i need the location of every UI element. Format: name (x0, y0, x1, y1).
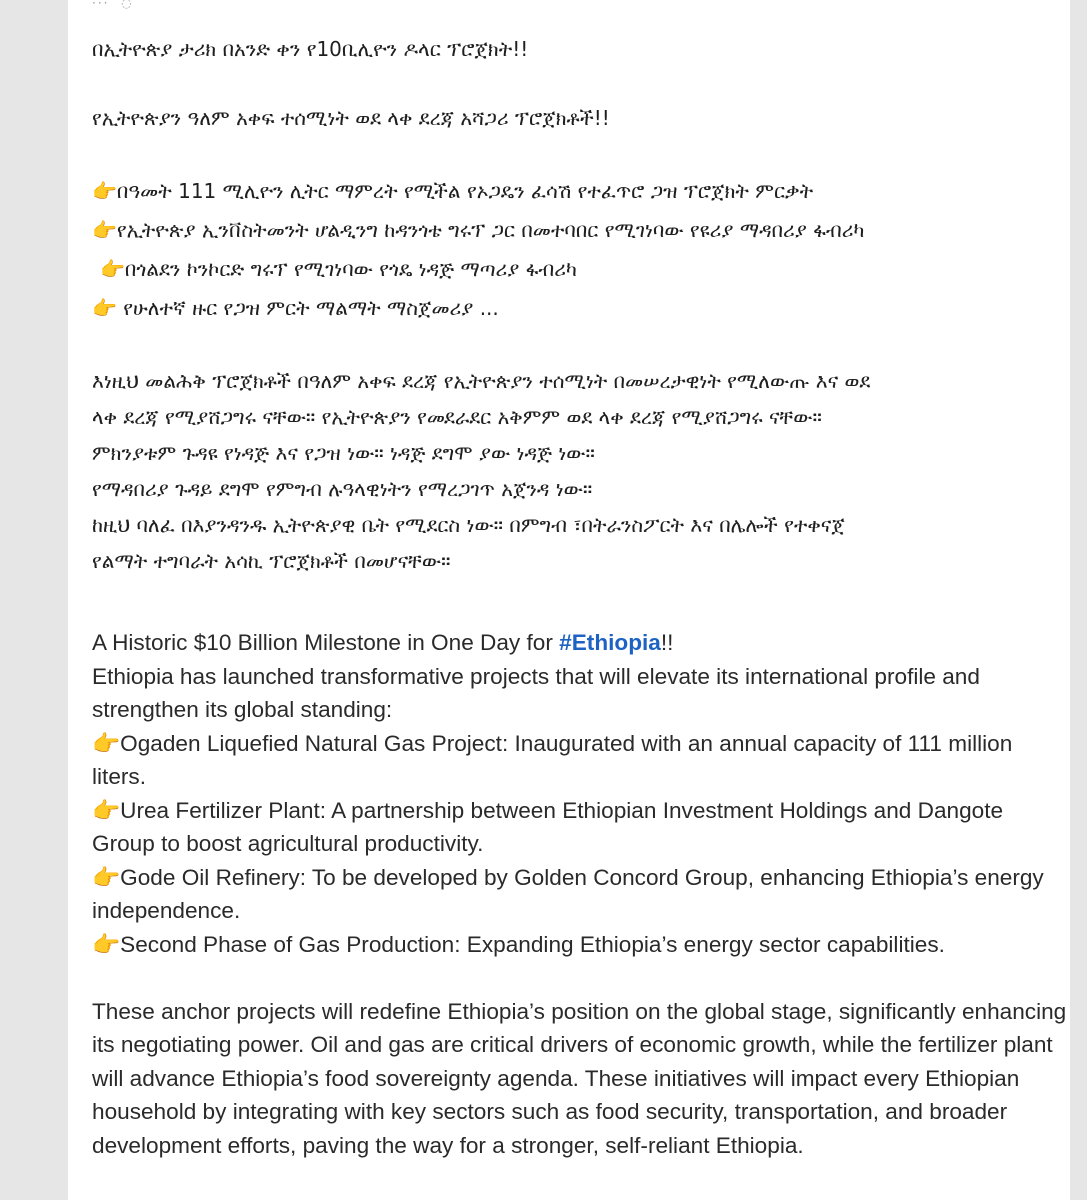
amharic-paragraph-line: የልማት ተግባራት አሳኪ ፕሮጀክቶች በመሆናቸው። (92, 549, 451, 573)
english-intro: Ethiopia has launched transformative projects that will elevate its international profile and strengthen its global standing: (92, 663, 980, 722)
amharic-bullet-text: በጎልደን ኮንኮርድ ግሩፕ የሚገነባው የጎዴ ነዳጅ ማጣሪያ ፋብሪካ (124, 257, 577, 281)
amharic-bullet (100, 256, 1060, 282)
english-bullet-text: Ogaden Liquefied Natural Gas Project: Inaugurated with an annual capacity of 111 million liters. (92, 730, 1013, 789)
pointing-finger-icon: 👉 (92, 730, 121, 756)
amharic-bullet-text: የኢትዮጵያ ኢንቨስትመንት ሆልዲንግ ከዳንጎቴ ግሩፕ ጋር በመተባበር የሚገነባው የዩሪያ ማዳበሪያ ፋብሪካ (116, 218, 865, 242)
english-bullet-text: Gode Oil Refinery: To be developed by Golden Concord Group, enhancing Ethiopia’s energy independence. (92, 864, 1044, 923)
amharic-paragraph-line: ምክንያቱም ጉዳዩ የነዳጅ እና የጋዝ ነው። ነዳጅ ደግሞ ያው ነዳጅ ነው። (92, 441, 595, 465)
amharic-bullet (92, 295, 1052, 321)
amharic-headline-1: በኢትዮጵያ ታሪክ በአንድ ቀን የ10ቢሊዮን ዶላር ፕሮጀክት!! (92, 37, 529, 61)
pointing-finger-icon: 👉 (92, 864, 121, 890)
amharic-paragraph-line: ላቀ ደረጃ የሚያሸጋግሩ ናቸው። የኢትዮጵያን የመደራደር አቅምም ወደ ላቀ ደረጃ የሚያሸጋግሩ ናቸው። (92, 405, 822, 429)
english-headline-text: A Historic $10 Billion Milestone in One Day for (92, 630, 560, 655)
amharic-paragraph-line: ከዚህ ባለፈ በእያንዳንዱ ኢትዮጵያዊ ቤት የሚደርስ ነው። በምግብ ፣በትራንስፖርት እና በሌሎች የተቀናጀ (92, 513, 845, 537)
pointing-finger-icon: 👉 (92, 296, 117, 320)
amharic-paragraph-line: እነዚህ መልሕቅ ፕሮጀክቶች በዓለም አቀፍ ደረጃ የኢትዮጵያን ተሰሚነት በመሠረታዊነት የሚለውጡ እና ወደ (92, 369, 871, 393)
english-bullet (92, 861, 1067, 928)
amharic-bullet-text: በዓመት 111 ሚሊዮን ሊትር ማምረት የሚችል የኦጋዴን ፈሳሽ የተፈጥሮ ጋዝ ፕሮጀክት ምርቃት (116, 179, 814, 203)
amharic-bullet-text: የሁለተኛ ዙር የጋዝ ምርት ማልማት ማስጀመሪያ ... (116, 296, 499, 320)
pointing-finger-icon: 👉 (92, 218, 117, 242)
clipped-header-residue: ··· ◌ (92, 0, 134, 10)
english-headline (92, 626, 1067, 660)
english-section (92, 626, 1067, 1162)
english-headline-end: !! (660, 630, 674, 655)
ethiopia-hashtag-link[interactable]: #Ethiopia (559, 630, 661, 655)
english-closing-paragraph: These anchor projects will redefine Ethiopia’s position on the global stage, significantly enhancing its negotiating power. Oil and gas are critical drivers of economic growth, while the fertilizer plant will advance Ethiopia’s food sovereignty agenda. These initiatives will impact every Ethiopian household by integrating with key sectors such as food security, transportation, and broader development efforts, paving the way for a stronger, self-reliant Ethiopia. (92, 998, 1067, 1158)
spacer (92, 961, 1067, 995)
amharic-paragraph-line: የማዳበሪያ ጉዳይ ደግሞ የምግብ ሉዓላዊነትን የማረጋገጥ አጀንዳ ነው። (92, 477, 593, 501)
english-bullet-text: Second Phase of Gas Production: Expanding Ethiopia’s energy sector capabilities. (120, 931, 945, 957)
pointing-finger-icon: 👉 (92, 931, 121, 957)
english-bullet (92, 727, 1067, 794)
pointing-finger-icon: 👉 (92, 797, 121, 823)
english-bullet-text: Urea Fertilizer Plant: A partnership between Ethiopian Investment Holdings and Dangote Group to boost agricultural productivity. (92, 797, 1004, 856)
english-bullet (92, 928, 1067, 962)
amharic-headline-2: የኢትዮጵያን ዓለም አቀፍ ተሰሚነት ወደ ላቀ ደረጃ አሻጋሪ ፕሮጀክቶች!! (92, 106, 610, 130)
pointing-finger-icon: 👉 (100, 257, 125, 281)
english-bullet (92, 794, 1067, 861)
amharic-bullet (92, 178, 1052, 204)
pointing-finger-icon: 👉 (92, 179, 117, 203)
amharic-bullet (92, 217, 1052, 243)
